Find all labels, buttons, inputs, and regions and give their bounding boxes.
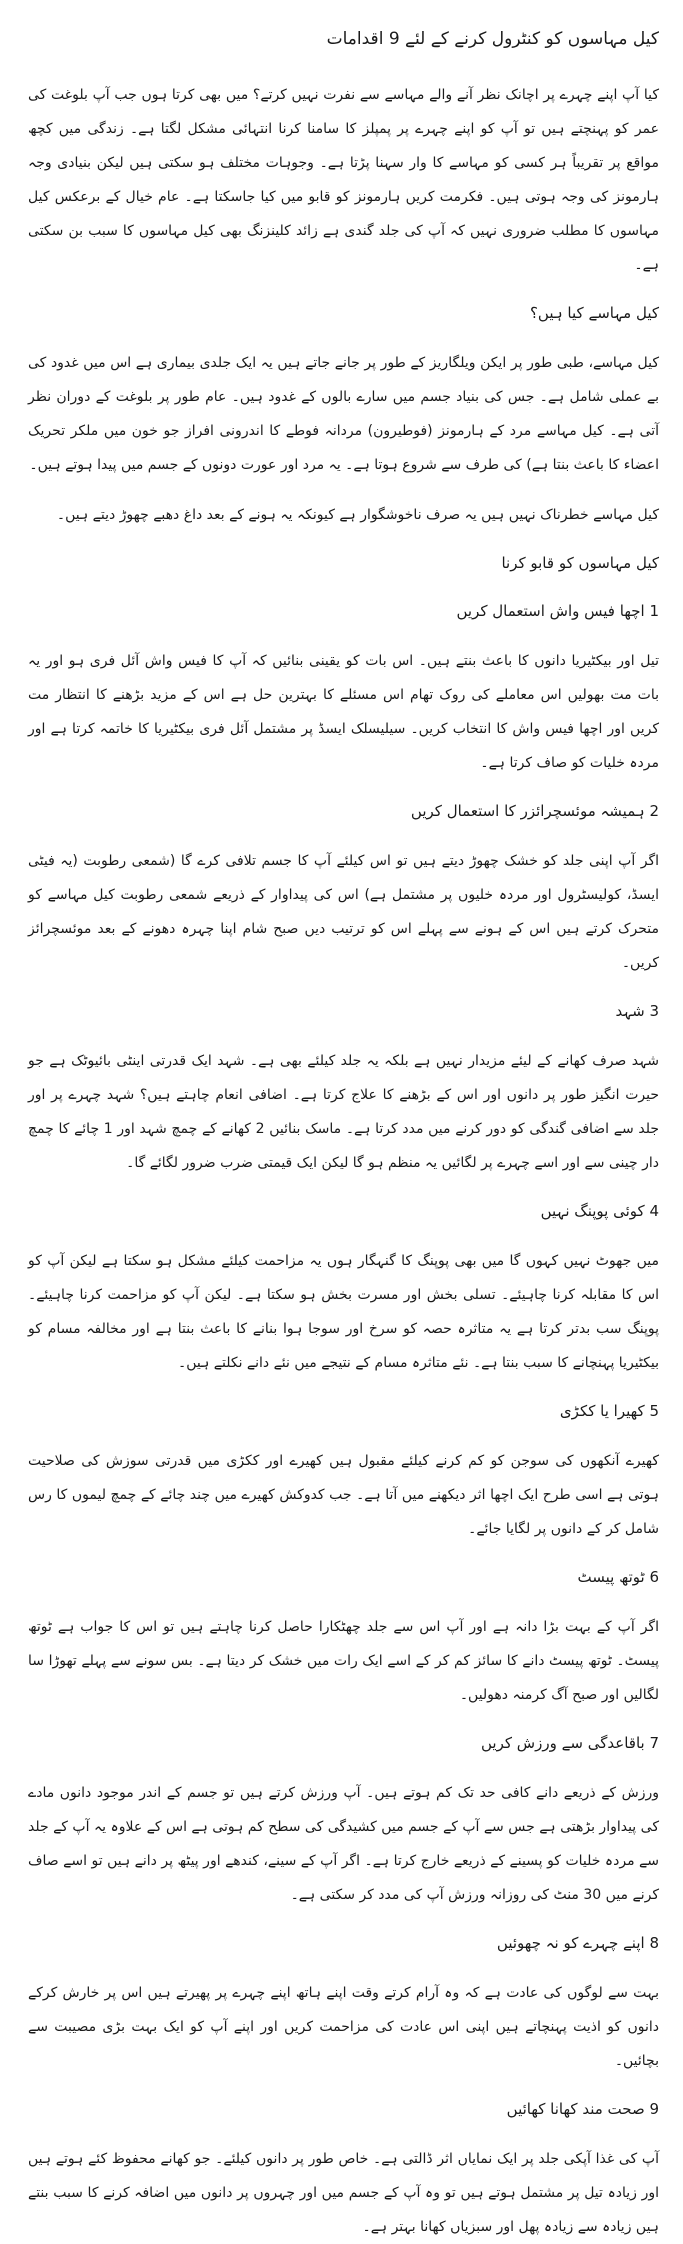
step-6-heading: 6 ٹوتھ پیسٹ <box>577 1568 659 1586</box>
step-2-heading: 2 ہمیشہ موئسچرائزر کا استعمال کریں <box>410 802 659 820</box>
danger-note: کیل مہاسے خطرناک نہیں ہیں یہ صرف ناخوشگوار ہے کیونکہ یہ ہونے کے بعد داغ دھبے چھوڑ دیتے ہیں۔ <box>56 507 659 523</box>
step-6-body: اگر آپ کے بہت بڑا دانہ ہے اور آپ اس سے جلد چھٹکارا حاصل کرنا چاہتے ہیں تو اس کا جواب ہے ٹوتھ پیسٹ۔ ٹوتھ پیسٹ دانے کا سائز کم کر کے اسے ایک رات میں خشک کر دیتا ہے۔ بس سونے سے پہلے تھوڑا سا لگالیں اور صبح آگ کرمنہ دھولیں۔ <box>28 1619 659 1703</box>
step-2-body: اگر آپ اپنی جلد کو خشک چھوڑ دیتے ہیں تو اس کیلئے آپ کا جسم تلافی کرے گا (شمعی رطوبت (یہ فیٹی ایسڈ، کولیسٹرول اور مردہ خلیوں پر مشتمل ہے) اس کی پیداوار کے ذریعے شمعی رطوبت کیل مہاسے کو متحرک کرتے ہیں اس کے ہونے سے پہلے اس کو ترتیب دیں صبح شام اپنا چہرہ دھونے کے بعد موئسچرائز کریں۔ <box>28 853 659 971</box>
article-title: کیل مہاسوں کو کنٹرول کرنے کے لئے 9 اقدامات <box>326 29 659 49</box>
step-8-heading: 8 اپنے چہرے کو نہ چھوئیں <box>496 1934 659 1952</box>
step-9-body: آپ کی غذا آپکی جلد پر ایک نمایاں اثر ڈالتی ہے۔ خاص طور پر دانوں کیلئے۔ جو کھانے محفوظ کئے ہوتے ہیں اور زیادہ تیل پر مشتمل ہوتے ہیں تو وہ آپ کے جسم میں اور چہروں پر دانوں میں اضافہ کرنے کا سبب بنتے ہیں زیادہ سے زیادہ پھل اور سبزیاں کھانا بہتر ہے۔ <box>28 2151 659 2235</box>
what-heading: کیل مہاسے کیا ہیں؟ <box>529 304 659 322</box>
step-5-body: کھیرے آنکھوں کی سوجن کو کم کرنے کیلئے مقبول ہیں کھیرے اور ککڑی میں قدرتی سوزش کی صلاحیت ہوتی ہے اسی طرح ایک اچھا اثر دیکھنے میں آتا ہے۔ جب کدوکش کھیرے میں چند چائے کے چمچ لیموں کا رس شامل کر کے دانوں پر لگایا جائے۔ <box>28 1453 659 1537</box>
step-4-body: میں جھوٹ نہیں کہوں گا میں بھی پوپنگ کا گنہگار ہوں یہ مزاحمت کیلئے مشکل ہو سکتا ہے لیکن آپ کو اس کا مقابلہ کرنا چاہیئے۔ تسلی بخش اور مسرت بخش ہو سکتا ہے۔ لیکن آپ کو مزاحمت کرنا چاہیئے۔ پوپنگ سب بدتر کرتا ہے یہ متاثرہ حصہ کو سرخ اور سوجا ہوا بنانے کا باعث بنتا ہے اور مخالفہ مسام کو بیکٹیریا پہنچانے کا سبب بنتا ہے۔ نئے متاثرہ مسام کے نتیجے میں نئے دانے نکلتے ہیں۔ <box>28 1253 659 1371</box>
step-7-body: ورزش کے ذریعے دانے کافی حد تک کم ہوتے ہیں۔ آپ ورزش کرتے ہیں تو جسم کے اندر موجود دانوں مادے کی پیداوار بڑھتی ہے جس سے آپ کے جسم میں کشیدگی کی سطح کم ہوتی ہے اس کے علاوہ یہ آپ کے جلد سے مردہ خلیات کو پسینے کے ذریعے خارج کرتا ہے۔ اگر آپ کے سینے، کندھے اور پیٹھ پر دانے ہیں تو اسے صاف کرنے میں 30 منٹ کی روزانہ ورزش آپ کی مدد کر سکتی ہے۔ <box>28 1785 659 1903</box>
intro-paragraph: کیا آپ اپنے چہرے پر اچانک نظر آنے والے مہاسے سے نفرت نہیں کرتے؟ میں بھی کرتا ہوں جب آپ بلوغت کی عمر کو پہنچتے ہیں تو آپ کو اپنے چہرے پر پمپلز کا سامنا کرنا انتہائی مشکل لگتا ہے۔ زندگی میں کچھ مواقع پر تقریباً ہر کسی کو مہاسے کا وار سہنا پڑتا ہے۔ وجوہات مختلف ہو سکتی ہیں لیکن بنیادی وجہ ہارمونز کی وجہ ہوتی ہیں۔ فکرمت کریں ہارمونز کو قابو میں کیا جاسکتا ہے۔ عام خیال کے برعکس کیل مہاسوں کا مطلب ضروری نہیں کہ آپ کی جلد گندی ہے زائد کلینزنگ بھی کیل مہاسوں کا سبب بن سکتی ہے۔ <box>28 87 659 273</box>
step-3-heading: 3 شہد <box>615 1002 659 1020</box>
step-9-heading: 9 صحت مند کھانا کھائیں <box>506 2100 659 2118</box>
step-1-heading: 1 اچھا فیس واش استعمال کریں <box>456 602 659 620</box>
step-5-heading: 5 کھیرا یا ککڑی <box>559 1402 659 1420</box>
step-8-body: بہت سے لوگوں کی عادت ہے کہ وہ آرام کرتے وقت اپنے ہاتھ اپنے چہرے پر پھیرتے ہیں اس پر خارش کرکے دانوں کو اذیت پہنچاتے ہیں اپنی اس عادت کی مزاحمت کریں اور اپنے آپ کو ایک بہت بڑی مصیبت سے بچائیں۔ <box>28 1985 659 2069</box>
step-3-body: شہد صرف کھانے کے لیئے مزیدار نہیں ہے بلکہ یہ جلد کیلئے بھی ہے۔ شہد ایک قدرتی اینٹی بائیوٹک ہے جو حیرت انگیز طور پر دانوں اور اس کے بڑھنے کا علاج کرتا ہے۔ اضافی انعام چاہتے ہیں؟ شہد چہرے پر اور جلد سے اضافی گندگی کو دور کرنے میں مدد کرتا ہے۔ ماسک بنائیں 2 کھانے کے چمچ شہد اور 1 چائے کا چمچ دار چینی سے اور اسے چہرے پر لگائیں یہ منظم ہو گا لیکن ایک قیمتی ضرب ضرور لگائے گا۔ <box>28 1053 660 1171</box>
what-paragraph: کیل مہاسے، طبی طور پر ایکن ویلگاریز کے طور پر جانے جاتے ہیں یہ ایک جلدی بیماری ہے اس میں غدود کی بے عملی شامل ہے۔ جس کی بنیاد جسم میں سارے بالوں کے غدود ہیں۔ عام طور پر بلوغت کے دوران نظر آتی ہے۔ کیل مہاسے مرد کے ہارمونز (فوطیرون) مردانہ فوطے کا اندرونی افراز جو خون میں ملکر تحریک اعضاء کا باعث بنتا ہے) کی طرف سے شروع ہوتا ہے۔ یہ مرد اور عورت دونوں کے جسم میں پیدا ہوتے ہیں۔ <box>28 355 659 473</box>
control-heading: کیل مہاسوں کو قابو کرنا <box>501 554 659 572</box>
step-7-heading: 7 باقاعدگی سے ورزش کریں <box>481 1734 659 1752</box>
step-1-body: تیل اور بیکٹیریا دانوں کا باعث بنتے ہیں۔ اس بات کو یقینی بنائیں کہ آپ کا فیس واش آئل فری ہو اور یہ بات مت بھولیں اس معاملے کی روک تھام اس مسئلے کا بہترین حل ہے اس کے مزید بڑھنے کا انتظار مت کریں اور اچھا فیس واش کا انتخاب کریں۔ سیلیسلک ایسڈ پر مشتمل آئل فری بیکٹیریا کا خاتمہ کرتا ہے اور مردہ خلیات کو صاف کرتا ہے۔ <box>28 653 659 771</box>
step-4-heading: 4 کوئی پوپنگ نہیں <box>540 1202 659 1220</box>
